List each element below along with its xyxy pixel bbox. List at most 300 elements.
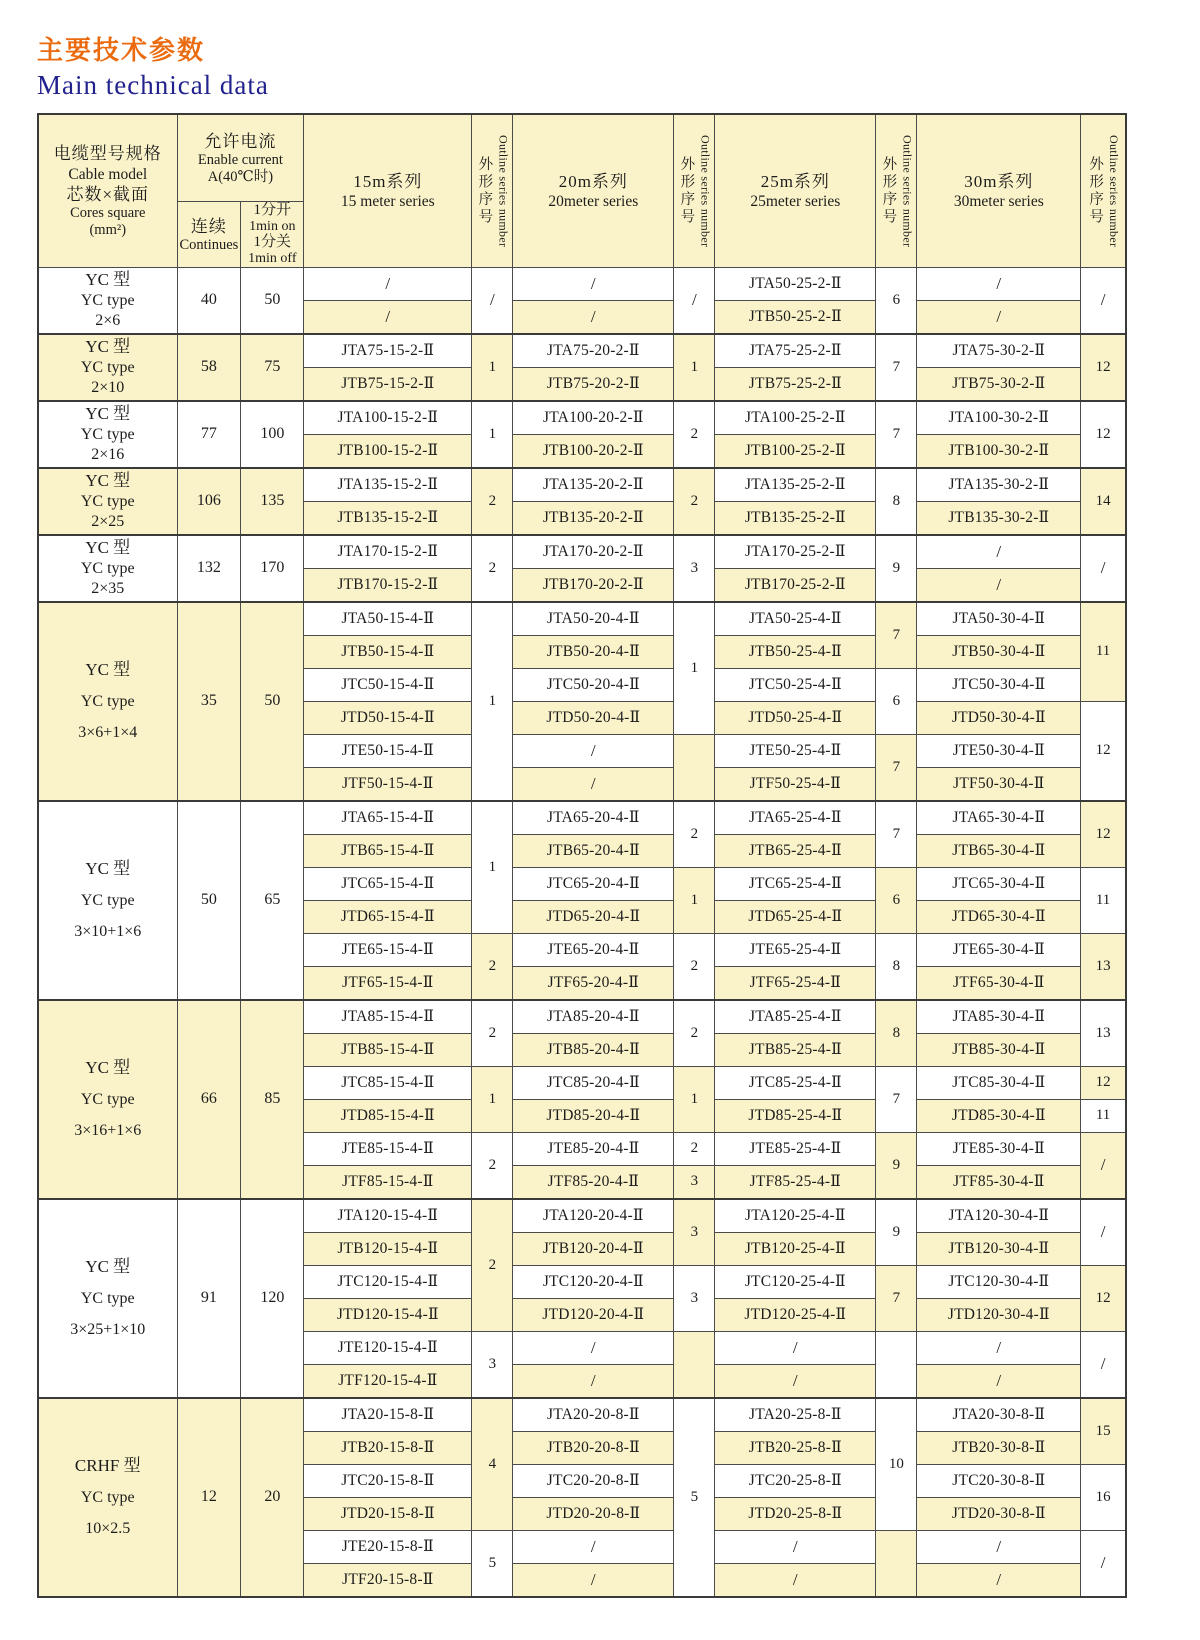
- outline-cell-25m: 9: [876, 1132, 917, 1199]
- model-cell: [38, 1398, 177, 1597]
- series-cell-30m: /: [917, 1563, 1081, 1597]
- outline-cell-20m: [674, 734, 715, 801]
- series-cell-20m: /: [513, 734, 674, 767]
- series-cell-20m: JTB75-20-2-Ⅱ: [513, 367, 674, 401]
- current-1min-cell: 50: [241, 267, 304, 334]
- header-current-condition: A(40℃时): [207, 168, 274, 185]
- model-line: YC 型: [85, 403, 131, 423]
- series-cell-15m: JTD50-15-4-Ⅱ: [304, 701, 472, 734]
- series-cell-30m: JTE50-30-4-Ⅱ: [917, 734, 1081, 767]
- series-cell-15m: JTF85-15-4-Ⅱ: [304, 1165, 472, 1199]
- outline-cell-25m: 8: [876, 1000, 917, 1067]
- series-cell-20m: JTB135-20-2-Ⅱ: [513, 501, 674, 535]
- outline-cell-25m: 9: [876, 535, 917, 602]
- series-cell-20m: JTC65-20-4-Ⅱ: [513, 867, 674, 900]
- model-line: YC type: [80, 492, 135, 510]
- outline-cell-25m: 6: [876, 668, 917, 734]
- series-cell-15m: JTC85-15-4-Ⅱ: [304, 1066, 472, 1099]
- outline-cell-20m: 2: [674, 468, 715, 535]
- series-cell-30m: JTA75-30-2-Ⅱ: [917, 334, 1081, 368]
- model-line: YC 型: [85, 470, 131, 490]
- series-cell-30m: JTA100-30-2-Ⅱ: [917, 401, 1081, 435]
- outline-cell-20m: 2: [674, 801, 715, 868]
- series-cell-15m: JTB120-15-4-Ⅱ: [304, 1232, 472, 1265]
- model-line: 2×25: [91, 513, 125, 531]
- header-current-zh: 允许电流: [204, 131, 277, 151]
- series-cell-15m: JTB50-15-4-Ⅱ: [304, 635, 472, 668]
- header-outline-20m: [674, 114, 715, 267]
- series-cell-30m: JTE85-30-4-Ⅱ: [917, 1132, 1081, 1165]
- header-15m-series: [304, 114, 472, 267]
- outline-cell-30m: 11: [1081, 1099, 1126, 1132]
- outline-cell-15m: 2: [472, 1000, 513, 1067]
- series-cell-15m: JTA20-15-8-Ⅱ: [304, 1398, 472, 1432]
- series-cell-30m: /: [917, 1530, 1081, 1563]
- model-cell: [38, 401, 177, 468]
- series-cell-30m: JTF85-30-4-Ⅱ: [917, 1165, 1081, 1199]
- series-cell-25m: JTE65-25-4-Ⅱ: [715, 933, 876, 966]
- series-cell-20m: JTB100-20-2-Ⅱ: [513, 434, 674, 468]
- model-line: YC 型: [85, 269, 131, 289]
- outline-cell-25m: [876, 1331, 917, 1398]
- model-line: 10×2.5: [85, 1520, 131, 1538]
- series-cell-25m: JTB85-25-4-Ⅱ: [715, 1033, 876, 1066]
- outline-cell-20m: 2: [674, 401, 715, 468]
- series-cell-25m: JTA120-25-4-Ⅱ: [715, 1199, 876, 1233]
- series-cell-20m: JTF65-20-4-Ⅱ: [513, 966, 674, 1000]
- series-cell-25m: JTF85-25-4-Ⅱ: [715, 1165, 876, 1199]
- outline-cell-25m: 8: [876, 468, 917, 535]
- series-cell-30m: JTB100-30-2-Ⅱ: [917, 434, 1081, 468]
- series-cell-25m: JTB170-25-2-Ⅱ: [715, 568, 876, 602]
- current-1min-cell: 75: [241, 334, 304, 401]
- table-row: [38, 401, 1126, 435]
- series-cell-20m: /: [513, 1364, 674, 1398]
- series-cell-15m: JTC120-15-4-Ⅱ: [304, 1265, 472, 1298]
- outline-cell-20m: 1: [674, 334, 715, 401]
- outline-cell-15m: 5: [472, 1530, 513, 1597]
- outline-cell-15m: /: [472, 267, 513, 334]
- model-line: YC 型: [85, 1256, 131, 1276]
- series-cell-20m: JTD120-20-4-Ⅱ: [513, 1298, 674, 1331]
- current-continuous-cell: 132: [177, 535, 241, 602]
- outline-cell-20m: [674, 1331, 715, 1398]
- header-30m-zh: 30m系列: [964, 171, 1034, 191]
- outline-cell-20m: 3: [674, 1199, 715, 1266]
- model-cell: [38, 602, 177, 801]
- header-1min-on-zh: 1分开: [253, 202, 292, 218]
- header-cable-model-zh: 电缆型号规格: [53, 144, 162, 164]
- header-current-en: Enable current: [197, 151, 283, 168]
- series-cell-15m: JTA135-15-2-Ⅱ: [304, 468, 472, 502]
- series-cell-20m: JTD50-20-4-Ⅱ: [513, 701, 674, 734]
- series-cell-30m: /: [917, 1331, 1081, 1364]
- series-cell-30m: JTB85-30-4-Ⅱ: [917, 1033, 1081, 1066]
- outline-cell-25m: 6: [876, 867, 917, 933]
- series-cell-30m: JTC50-30-4-Ⅱ: [917, 668, 1081, 701]
- current-continuous-cell: 91: [177, 1199, 241, 1398]
- table-row: [38, 1398, 1126, 1432]
- series-cell-25m: JTA65-25-4-Ⅱ: [715, 801, 876, 835]
- series-cell-30m: JTB135-30-2-Ⅱ: [917, 501, 1081, 535]
- series-cell-25m: /: [715, 1364, 876, 1398]
- series-cell-30m: JTE65-30-4-Ⅱ: [917, 933, 1081, 966]
- model-line: YC type: [80, 1488, 135, 1506]
- series-cell-15m: JTA75-15-2-Ⅱ: [304, 334, 472, 368]
- model-cell: [38, 535, 177, 602]
- series-cell-20m: /: [513, 1331, 674, 1364]
- header-15m-zh: 15m系列: [353, 171, 423, 191]
- header-outline-15m: [472, 114, 513, 267]
- series-cell-15m: JTC20-15-8-Ⅱ: [304, 1464, 472, 1497]
- series-cell-20m: JTB170-20-2-Ⅱ: [513, 568, 674, 602]
- series-cell-25m: JTA135-25-2-Ⅱ: [715, 468, 876, 502]
- series-cell-15m: JTF120-15-4-Ⅱ: [304, 1364, 472, 1398]
- model-line: 2×6: [95, 312, 121, 330]
- series-cell-20m: JTB50-20-4-Ⅱ: [513, 635, 674, 668]
- series-cell-25m: JTD65-25-4-Ⅱ: [715, 900, 876, 933]
- header-20m-zh: 20m系列: [558, 171, 628, 191]
- outline-cell-15m: 1: [472, 801, 513, 934]
- current-continuous-cell: 50: [177, 801, 241, 1000]
- series-cell-15m: JTE65-15-4-Ⅱ: [304, 933, 472, 966]
- series-cell-30m: /: [917, 1364, 1081, 1398]
- series-cell-25m: JTC65-25-4-Ⅱ: [715, 867, 876, 900]
- outline-cell-25m: 7: [876, 734, 917, 801]
- series-cell-20m: JTA50-20-4-Ⅱ: [513, 602, 674, 636]
- series-cell-25m: JTA50-25-4-Ⅱ: [715, 602, 876, 636]
- series-cell-25m: JTA85-25-4-Ⅱ: [715, 1000, 876, 1034]
- series-cell-20m: JTB65-20-4-Ⅱ: [513, 834, 674, 867]
- outline-cell-30m: /: [1081, 1199, 1126, 1266]
- outline-cell-15m: 2: [472, 468, 513, 535]
- outline-header-zh: 外形序号: [880, 155, 897, 226]
- series-cell-25m: JTA100-25-2-Ⅱ: [715, 401, 876, 435]
- outline-cell-30m: 12: [1081, 334, 1126, 401]
- table-row: [38, 535, 1126, 569]
- series-cell-30m: JTB20-30-8-Ⅱ: [917, 1431, 1081, 1464]
- header-1min-off-zh: 1分关: [253, 234, 292, 251]
- series-cell-30m: /: [917, 535, 1081, 569]
- model-line: YC type: [80, 358, 135, 376]
- outline-cell-15m: 2: [472, 1132, 513, 1199]
- series-cell-15m: JTB135-15-2-Ⅱ: [304, 501, 472, 535]
- series-cell-20m: JTA85-20-4-Ⅱ: [513, 1000, 674, 1034]
- model-cell: [38, 468, 177, 535]
- outline-cell-30m: 12: [1081, 701, 1126, 801]
- page-title-chinese: 主要技术参数: [37, 35, 206, 65]
- series-cell-15m: JTB75-15-2-Ⅱ: [304, 367, 472, 401]
- series-cell-20m: JTB120-20-4-Ⅱ: [513, 1232, 674, 1265]
- series-cell-20m: JTC120-20-4-Ⅱ: [513, 1265, 674, 1298]
- current-continuous-cell: 66: [177, 1000, 241, 1199]
- series-cell-25m: JTE85-25-4-Ⅱ: [715, 1132, 876, 1165]
- series-cell-15m: JTB20-15-8-Ⅱ: [304, 1431, 472, 1464]
- series-cell-20m: JTF85-20-4-Ⅱ: [513, 1165, 674, 1199]
- series-cell-25m: JTA20-25-8-Ⅱ: [715, 1398, 876, 1432]
- model-line: 2×35: [91, 580, 125, 598]
- series-cell-20m: JTA65-20-4-Ⅱ: [513, 801, 674, 835]
- header-20m-series: [513, 114, 674, 267]
- model-line: YC type: [80, 692, 135, 710]
- header-enable-current: [177, 114, 304, 202]
- model-line: YC type: [80, 559, 135, 577]
- outline-cell-30m: 15: [1081, 1398, 1126, 1465]
- series-cell-25m: JTD85-25-4-Ⅱ: [715, 1099, 876, 1132]
- outline-cell-30m: 13: [1081, 933, 1126, 1000]
- series-cell-15m: JTA85-15-4-Ⅱ: [304, 1000, 472, 1034]
- main-technical-data-table: [37, 113, 1127, 1598]
- series-cell-20m: JTD85-20-4-Ⅱ: [513, 1099, 674, 1132]
- series-cell-30m: JTD50-30-4-Ⅱ: [917, 701, 1081, 734]
- model-line: CRHF 型: [74, 1455, 141, 1475]
- outline-header-en: Outline series number: [698, 134, 713, 248]
- series-cell-30m: JTA85-30-4-Ⅱ: [917, 1000, 1081, 1034]
- header-continuous: [177, 202, 241, 268]
- outline-cell-20m: 2: [674, 1000, 715, 1067]
- current-continuous-cell: 106: [177, 468, 241, 535]
- model-line: YC 型: [85, 858, 131, 878]
- header-25m-en: 25meter series: [750, 192, 841, 210]
- outline-cell-15m: 2: [472, 1199, 513, 1332]
- outline-cell-25m: 7: [876, 602, 917, 669]
- series-cell-15m: JTD20-15-8-Ⅱ: [304, 1497, 472, 1530]
- series-cell-25m: JTB120-25-4-Ⅱ: [715, 1232, 876, 1265]
- series-cell-20m: JTA100-20-2-Ⅱ: [513, 401, 674, 435]
- outline-cell-30m: /: [1081, 1331, 1126, 1398]
- series-cell-25m: /: [715, 1563, 876, 1597]
- series-cell-25m: JTA50-25-2-Ⅱ: [715, 267, 876, 300]
- series-cell-25m: JTD20-25-8-Ⅱ: [715, 1497, 876, 1530]
- series-cell-30m: JTB75-30-2-Ⅱ: [917, 367, 1081, 401]
- model-cell: [38, 801, 177, 1000]
- series-cell-15m: JTF50-15-4-Ⅱ: [304, 767, 472, 801]
- series-cell-25m: JTD50-25-4-Ⅱ: [715, 701, 876, 734]
- series-cell-30m: /: [917, 568, 1081, 602]
- model-line: YC 型: [85, 537, 131, 557]
- outline-cell-25m: 9: [876, 1199, 917, 1266]
- outline-cell-30m: /: [1081, 1132, 1126, 1199]
- header-25m-series: [715, 114, 876, 267]
- series-cell-15m: JTB100-15-2-Ⅱ: [304, 434, 472, 468]
- series-cell-30m: JTB65-30-4-Ⅱ: [917, 834, 1081, 867]
- series-cell-25m: /: [715, 1331, 876, 1364]
- current-continuous-cell: 40: [177, 267, 241, 334]
- series-cell-20m: JTE65-20-4-Ⅱ: [513, 933, 674, 966]
- outline-header-en: Outline series number: [900, 134, 915, 248]
- model-line: 3×25+1×10: [70, 1321, 146, 1339]
- series-cell-15m: JTE50-15-4-Ⅱ: [304, 734, 472, 767]
- series-cell-25m: JTF50-25-4-Ⅱ: [715, 767, 876, 801]
- series-cell-15m: /: [304, 267, 472, 300]
- series-cell-25m: JTB20-25-8-Ⅱ: [715, 1431, 876, 1464]
- series-cell-15m: JTB85-15-4-Ⅱ: [304, 1033, 472, 1066]
- outline-cell-25m: 7: [876, 334, 917, 401]
- current-continuous-cell: 77: [177, 401, 241, 468]
- current-continuous-cell: 58: [177, 334, 241, 401]
- series-cell-20m: JTC20-20-8-Ⅱ: [513, 1464, 674, 1497]
- series-cell-20m: JTC85-20-4-Ⅱ: [513, 1066, 674, 1099]
- series-cell-20m: JTE85-20-4-Ⅱ: [513, 1132, 674, 1165]
- outline-cell-30m: /: [1081, 267, 1126, 334]
- header-1min-on-en: 1min on: [249, 218, 296, 234]
- current-1min-cell: 120: [241, 1199, 304, 1398]
- model-line: 2×16: [91, 446, 125, 464]
- header-continuous-en: Continues: [179, 236, 239, 253]
- current-1min-cell: 85: [241, 1000, 304, 1199]
- series-cell-30m: /: [917, 300, 1081, 334]
- outline-header-zh: 外形序号: [1087, 155, 1104, 226]
- current-1min-cell: 170: [241, 535, 304, 602]
- series-cell-25m: JTB135-25-2-Ⅱ: [715, 501, 876, 535]
- table-body: [38, 267, 1126, 1597]
- model-line: YC 型: [85, 659, 131, 679]
- outline-cell-30m: 13: [1081, 1000, 1126, 1067]
- outline-cell-15m: 2: [472, 535, 513, 602]
- series-cell-25m: JTB100-25-2-Ⅱ: [715, 434, 876, 468]
- series-cell-25m: /: [715, 1530, 876, 1563]
- series-cell-15m: JTD120-15-4-Ⅱ: [304, 1298, 472, 1331]
- outline-cell-30m: 14: [1081, 468, 1126, 535]
- outline-cell-25m: [876, 1530, 917, 1597]
- series-cell-30m: JTC120-30-4-Ⅱ: [917, 1265, 1081, 1298]
- current-1min-cell: 50: [241, 602, 304, 801]
- series-cell-15m: JTE85-15-4-Ⅱ: [304, 1132, 472, 1165]
- outline-cell-30m: /: [1081, 535, 1126, 602]
- series-cell-30m: JTC85-30-4-Ⅱ: [917, 1066, 1081, 1099]
- outline-cell-25m: 7: [876, 401, 917, 468]
- outline-cell-25m: 7: [876, 1265, 917, 1331]
- outline-cell-20m: 1: [674, 1066, 715, 1132]
- header-20m-en: 20meter series: [548, 192, 639, 210]
- outline-cell-15m: 4: [472, 1398, 513, 1531]
- table-row: [38, 334, 1126, 368]
- outline-cell-25m: 7: [876, 1066, 917, 1132]
- model-line: 3×6+1×4: [78, 724, 138, 742]
- outline-cell-15m: 1: [472, 1066, 513, 1132]
- table-row: [38, 1199, 1126, 1233]
- series-cell-30m: JTC20-30-8-Ⅱ: [917, 1464, 1081, 1497]
- series-cell-30m: JTD20-30-8-Ⅱ: [917, 1497, 1081, 1530]
- model-line: 3×16+1×6: [74, 1122, 142, 1140]
- series-cell-20m: JTA170-20-2-Ⅱ: [513, 535, 674, 569]
- series-cell-30m: JTD120-30-4-Ⅱ: [917, 1298, 1081, 1331]
- outline-header-zh: 外形序号: [678, 155, 695, 226]
- model-cell: [38, 267, 177, 334]
- header-cores-square-en: Cores square: [70, 205, 146, 222]
- series-cell-25m: JTC85-25-4-Ⅱ: [715, 1066, 876, 1099]
- series-cell-25m: JTF65-25-4-Ⅱ: [715, 966, 876, 1000]
- current-1min-cell: 65: [241, 801, 304, 1000]
- header-row-1: [38, 114, 1126, 202]
- series-cell-15m: JTE20-15-8-Ⅱ: [304, 1530, 472, 1563]
- header-15m-en: 15 meter series: [340, 192, 435, 210]
- vertical-header: [676, 117, 712, 265]
- outline-cell-20m: 1: [674, 867, 715, 933]
- vertical-header: [878, 117, 914, 265]
- series-cell-15m: JTA170-15-2-Ⅱ: [304, 535, 472, 569]
- outline-cell-20m: 5: [674, 1398, 715, 1597]
- outline-cell-20m: 2: [674, 1132, 715, 1165]
- series-cell-30m: JTA20-30-8-Ⅱ: [917, 1398, 1081, 1432]
- series-cell-15m: JTC65-15-4-Ⅱ: [304, 867, 472, 900]
- current-continuous-cell: 35: [177, 602, 241, 801]
- outline-header-en: Outline series number: [496, 134, 511, 248]
- series-cell-15m: /: [304, 300, 472, 334]
- model-cell: [38, 334, 177, 401]
- series-cell-20m: JTA20-20-8-Ⅱ: [513, 1398, 674, 1432]
- page-title-english: Main technical data: [37, 70, 269, 100]
- series-cell-15m: JTF20-15-8-Ⅱ: [304, 1563, 472, 1597]
- outline-cell-25m: 8: [876, 933, 917, 1000]
- table-row: [38, 267, 1126, 300]
- model-line: YC type: [80, 1289, 135, 1307]
- outline-cell-25m: 6: [876, 267, 917, 334]
- header-25m-zh: 25m系列: [760, 171, 830, 191]
- outline-cell-15m: 1: [472, 401, 513, 468]
- outline-cell-20m: 3: [674, 1165, 715, 1199]
- series-cell-20m: JTD20-20-8-Ⅱ: [513, 1497, 674, 1530]
- series-cell-20m: JTB85-20-4-Ⅱ: [513, 1033, 674, 1066]
- series-cell-15m: JTD85-15-4-Ⅱ: [304, 1099, 472, 1132]
- outline-cell-15m: 2: [472, 933, 513, 1000]
- series-cell-30m: JTD65-30-4-Ⅱ: [917, 900, 1081, 933]
- model-line: YC type: [80, 891, 135, 909]
- series-cell-20m: JTB20-20-8-Ⅱ: [513, 1431, 674, 1464]
- series-cell-30m: JTA50-30-4-Ⅱ: [917, 602, 1081, 636]
- series-cell-15m: JTA65-15-4-Ⅱ: [304, 801, 472, 835]
- series-cell-15m: JTD65-15-4-Ⅱ: [304, 900, 472, 933]
- vertical-header: [1083, 117, 1123, 265]
- series-cell-30m: JTA135-30-2-Ⅱ: [917, 468, 1081, 502]
- outline-cell-15m: 1: [472, 334, 513, 401]
- series-cell-20m: JTD65-20-4-Ⅱ: [513, 900, 674, 933]
- series-cell-30m: JTC65-30-4-Ⅱ: [917, 867, 1081, 900]
- header-1min-off-en: 1min off: [248, 251, 297, 267]
- series-cell-20m: /: [513, 767, 674, 801]
- series-cell-30m: /: [917, 267, 1081, 300]
- outline-cell-20m: 3: [674, 535, 715, 602]
- series-cell-15m: JTA50-15-4-Ⅱ: [304, 602, 472, 636]
- header-30m-en: 30meter series: [953, 192, 1044, 210]
- series-cell-30m: JTA65-30-4-Ⅱ: [917, 801, 1081, 835]
- series-cell-20m: /: [513, 300, 674, 334]
- outline-header-zh: 外形序号: [476, 155, 493, 226]
- series-cell-15m: JTA100-15-2-Ⅱ: [304, 401, 472, 435]
- series-cell-20m: JTA75-20-2-Ⅱ: [513, 334, 674, 368]
- series-cell-25m: JTB50-25-2-Ⅱ: [715, 300, 876, 334]
- series-cell-20m: JTC50-20-4-Ⅱ: [513, 668, 674, 701]
- model-cell: [38, 1000, 177, 1199]
- model-line: YC type: [80, 1090, 135, 1108]
- outline-header-en: Outline series number: [1107, 134, 1122, 248]
- vertical-header: [474, 117, 510, 265]
- series-cell-30m: JTB120-30-4-Ⅱ: [917, 1232, 1081, 1265]
- outline-cell-25m: 7: [876, 801, 917, 868]
- series-cell-25m: JTC20-25-8-Ⅱ: [715, 1464, 876, 1497]
- model-line: 3×10+1×6: [74, 923, 142, 941]
- outline-cell-30m: 12: [1081, 801, 1126, 868]
- outline-cell-30m: 12: [1081, 401, 1126, 468]
- series-cell-25m: JTB65-25-4-Ⅱ: [715, 834, 876, 867]
- current-1min-cell: 100: [241, 401, 304, 468]
- series-cell-25m: JTE50-25-4-Ⅱ: [715, 734, 876, 767]
- series-cell-25m: JTB75-25-2-Ⅱ: [715, 367, 876, 401]
- table-row: [38, 801, 1126, 835]
- series-cell-25m: JTC50-25-4-Ⅱ: [715, 668, 876, 701]
- series-cell-30m: JTD85-30-4-Ⅱ: [917, 1099, 1081, 1132]
- series-cell-25m: JTA75-25-2-Ⅱ: [715, 334, 876, 368]
